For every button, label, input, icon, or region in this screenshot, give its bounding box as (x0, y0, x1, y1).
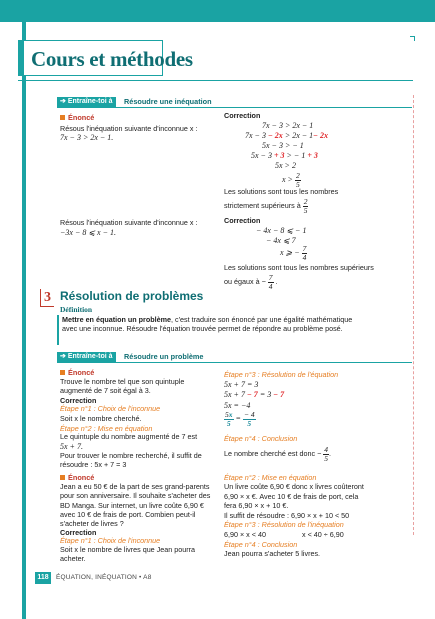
step3-line3: 5x = −4 (224, 401, 251, 410)
b-step3-left: 6,90 × x < 40 (224, 530, 266, 539)
exercise2-enonce2-text: Jean a eu 50 € de la part de ses grand-parents pour son anniversaire. Il souhaite s'acheter des BD Manga. Sur internet, un livre coûte 6,90 € avec 10 € de frais de port. Combien peut-il s'acheter de livres ? (60, 482, 211, 529)
exercise2-rule (57, 362, 412, 363)
b-step3-right: x < 40 ÷ 6,90 (302, 530, 344, 539)
exercise2-correction2-label: Correction (60, 528, 97, 537)
exercise2-title: Résoudre un problème (124, 352, 204, 361)
arrow-icon: ➔ (60, 98, 68, 105)
b-step2-text-a: Un livre coûte 6,90 € donc x livres coûteront (224, 482, 364, 491)
page-title: Cours et méthodes (31, 47, 193, 71)
step3-line2: 5x + 7 − 7 = 3 − 7 (224, 390, 285, 399)
step2-math: 5x + 7. (60, 442, 83, 451)
exercise1-rule (57, 107, 412, 108)
left-margin-bar (22, 22, 26, 619)
exercise2-enonce1-text: Trouve le nombre tel que son quintuple augmenté de 7 soit égal à 3. (60, 377, 185, 396)
b-step2-text-c: fera 6,90 × x + 10 €. (224, 501, 289, 510)
exercise1-correction2-label: Correction (224, 216, 261, 225)
section-title: Résolution de problèmes (60, 289, 204, 303)
step2-text: Le quintuple du nombre augmenté de 7 est (60, 432, 198, 441)
title-underline (18, 80, 413, 81)
correction1-line4: 5x − 3 + 3 > − 1 + 3 (251, 151, 318, 160)
exercise1-q2-math: −3x − 8 ⩽ x − 1. (60, 228, 116, 237)
correction1-line3: 5x − 3 > − 1 (262, 141, 304, 150)
step3-line1: 5x + 7 = 3 (224, 380, 259, 389)
arrow-icon: ➔ (60, 353, 68, 360)
exercise1-q1-math: 7x − 3 > 2x − 1. (60, 133, 114, 142)
corner-mark (410, 36, 415, 41)
definition-text: Mettre en équation un problème, c'est traduire son énoncé par une égalité mathématique avec une inconnue. Résoudre l'équation trouvée permet de répondre au problème posé. (62, 315, 353, 334)
b-step2-label: Étape n°2 : Mise en équation (224, 473, 317, 482)
top-band (0, 0, 435, 22)
right-margin-dashed-line (413, 95, 414, 535)
exercise1-title: Résoudre une inéquation (124, 97, 212, 106)
correction1-line2: 7x − 3 − 2x > 2x − 1− 2x (245, 131, 329, 140)
exercise1-correction-label: Correction (224, 111, 261, 120)
step4-text: Le nombre cherché est donc − $\frac{4}{5}$ . (224, 445, 332, 463)
b-step3-label: Étape n°3 : Résolution de l'inéquation (224, 520, 344, 529)
correction1-conclusion-b: strictement supérieurs à $\frac{2}{5}$ (224, 197, 308, 215)
step4-label: Étape n°4 : Conclusion (224, 434, 298, 443)
fraction-2-5: $\frac{2}{5}$ (295, 171, 300, 189)
b-step2-text-d: Il suffit de résoudre : 6,90 × x + 10 < 50 (224, 511, 350, 520)
exercise1-badge: ➔ Entraîne-toi à (57, 97, 116, 107)
step1-text: Soit x le nombre cherché. (60, 414, 142, 423)
step3-label: Étape n°3 : Résolution de l'équation (224, 370, 339, 379)
correction1-line1: 7x − 3 > 2x − 1 (262, 121, 314, 130)
b-step4-text: Jean pourra s'acheter 5 livres. (224, 549, 321, 558)
correction2-line2: − 4x ⩽ 7 (266, 236, 296, 245)
exercise2-enonce2-label: Énoncé (60, 473, 94, 482)
step2-text-b: Pour trouver le nombre recherché, il suffit de résoudre : 5x + 7 = 3 (60, 451, 202, 470)
step1-label: Étape n°1 : Choix de l'inconnue (60, 404, 161, 413)
b-step1-label: Étape n°1 : Choix de l'inconnue (60, 536, 161, 545)
exercise1-q2-text: Résous l'inéquation suivante d'inconnue x : (60, 218, 198, 227)
b-step4-label: Étape n°4 : Conclusion (224, 540, 298, 549)
correction1-line6: x > $\frac{2}{5}$ (282, 171, 300, 189)
b-step2-text-b: 6,90 × x €. Avec 10 € de frais de port, cela (224, 492, 359, 501)
correction2-conclusion-a: Les solutions sont tous les nombres supérieurs (224, 263, 374, 272)
page-number: 118 (35, 572, 51, 584)
step2-label: Étape n°2 : Mise en équation (60, 424, 153, 433)
correction1-conclusion-a: Les solutions sont tous les nombres (224, 187, 339, 196)
square-bullet-icon (60, 370, 65, 375)
step3-line4: $\frac{5x}{5}$ = $\frac{- 4}{5}$ (225, 410, 255, 428)
definition-bar (57, 315, 59, 345)
square-bullet-icon (60, 475, 65, 480)
exercise2-correction-label: Correction (60, 396, 97, 405)
square-bullet-icon (60, 115, 65, 120)
exercise2-enonce1-label: Énoncé (60, 368, 94, 377)
exercise1-enonce-label: Énoncé (60, 113, 94, 122)
exercise1-q1-text: Résous l'inéquation suivante d'inconnue x : (60, 124, 198, 133)
exercise2-badge: ➔ Entraîne-toi à (57, 352, 116, 362)
definition-label: Définition (60, 305, 93, 314)
correction2-line3: x ⩾ − $\frac{7}{4}$ (280, 244, 307, 262)
correction2-conclusion-b: ou égaux à − $\frac{7}{4}$ . (224, 273, 278, 291)
section-number: 3 (44, 290, 51, 305)
correction1-line5: 5x > 2 (275, 161, 296, 170)
b-step1-text: Soit x le nombre de livres que Jean pourra acheter. (60, 545, 196, 564)
correction2-line1: − 4x − 8 ⩽ − 1 (256, 226, 307, 235)
footer-chapter: ÉQUATION, INÉQUATION • A8 (56, 574, 152, 581)
